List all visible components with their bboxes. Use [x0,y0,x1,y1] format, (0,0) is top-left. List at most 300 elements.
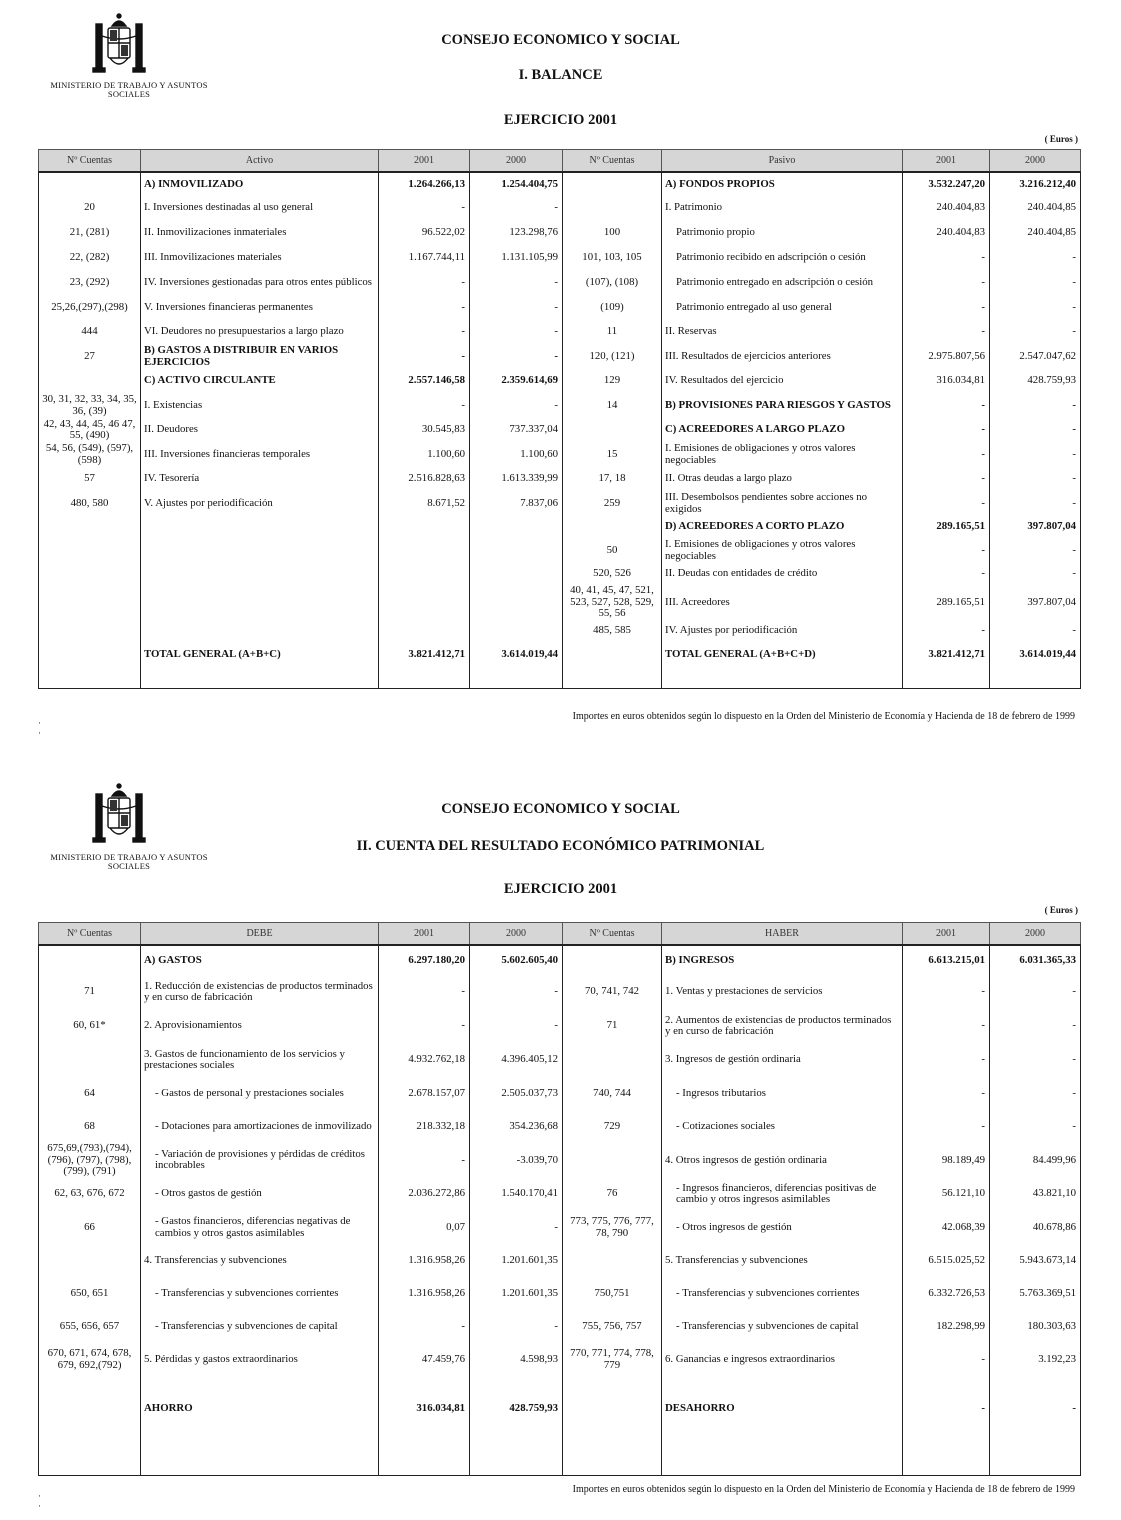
col-header: 2000 [470,150,563,173]
table-row [39,220,1081,245]
value-2001-cell: 2.516.828,63 [379,467,470,491]
value-2001-cell: 6.515.025,52 [903,1245,990,1277]
label-cell [141,516,379,538]
account-cell: 520, 526 [563,563,662,585]
account-cell: 68 [39,1110,141,1143]
value-2001-cell: 289.165,51 [903,516,990,538]
value-2001-cell: - [903,245,990,270]
account-cell: 30, 31, 32, 33, 34, 35, 36, (39) [39,393,141,418]
value-2001-cell: 316.034,81 [903,369,990,393]
label-cell: - Gastos de personal y prestaciones sociales [141,1077,379,1110]
col-header: 2000 [990,923,1081,946]
value-2001-cell: - [903,563,990,585]
value-2000-cell: 737.337,04 [470,418,563,442]
label-cell: - Ingresos tributarios [662,1077,903,1110]
account-cell: 675,69,(793),(794), (796), (797), (798), (799), (791) [39,1143,141,1178]
value-2001-cell: - [379,975,470,1009]
value-2000-cell: - [990,442,1081,467]
label-cell: VI. Deudores no presupuestarios a largo plazo [141,320,379,344]
label-cell: IV. Ajustes por periodificación [662,620,903,642]
value-2001-cell: - [903,975,990,1009]
label-cell: TOTAL GENERAL (A+B+C) [141,642,379,669]
institution-title: CONSEJO ECONOMICO Y SOCIAL [441,32,680,48]
value-2000-cell: - [990,538,1081,563]
label-cell: V. Ajustes por periodificación [141,491,379,516]
label-cell: Patrimonio recibido en adscripción o cesión [662,245,903,270]
table-row [39,196,1081,220]
table-row [39,669,1081,689]
value-2000-cell: - [470,1009,563,1043]
value-2001-cell: 98.189,49 [903,1143,990,1178]
account-cell: 655, 656, 657 [39,1311,141,1343]
account-cell: 27 [39,344,141,369]
value-2001-cell: 240.404,83 [903,196,990,220]
col-header: Pasivo [662,150,903,173]
label-cell: 6. Ganancias e ingresos extraordinarios [662,1343,903,1377]
value-2001-cell: 3.821.412,71 [903,642,990,669]
value-2000-cell: 7.837,06 [470,491,563,516]
value-2001-cell: 42.068,39 [903,1211,990,1245]
account-cell [563,1043,662,1077]
account-cell [563,516,662,538]
value-2000-cell [470,585,563,620]
label-cell: Patrimonio propio [662,220,903,245]
table-row [39,1311,1081,1343]
account-cell [39,1245,141,1277]
label-cell [141,563,379,585]
label-cell [662,669,903,689]
value-2000-cell: - [990,295,1081,320]
resultado-table [38,922,1081,1476]
account-cell: 740, 744 [563,1077,662,1110]
account-cell: 670, 671, 674, 678, 679, 692,(792) [39,1343,141,1377]
account-cell: 750,751 [563,1277,662,1311]
value-2000-cell [470,669,563,689]
label-cell: DESAHORRO [662,1377,903,1442]
value-2000-cell [470,1442,563,1476]
account-cell [39,516,141,538]
value-2000-cell: - [470,320,563,344]
account-cell [563,642,662,669]
account-cell: 129 [563,369,662,393]
value-2001-cell: - [379,344,470,369]
value-2001-cell: 1.316.958,26 [379,1277,470,1311]
value-2001-cell: 2.678.157,07 [379,1077,470,1110]
label-cell: I. Emisiones de obligaciones y otros valores negociables [662,442,903,467]
label-cell: I. Inversiones destinadas al uso general [141,196,379,220]
label-cell: C) ACTIVO CIRCULANTE [141,369,379,393]
value-2000-cell: 2.547.047,62 [990,344,1081,369]
label-cell: - Ingresos financieros, diferencias positivas de cambio y otros ingresos asimilables [662,1178,903,1211]
label-cell: II. Inmovilizaciones inmateriales [141,220,379,245]
margin-mark: · · [38,718,41,738]
account-cell: 42, 43, 44, 45, 46 47, 55, (490) [39,418,141,442]
exercise-label: EJERCICIO 2001 [503,112,618,128]
value-2000-cell [990,1442,1081,1476]
account-cell: 40, 41, 45, 47, 521, 523, 527, 528, 529, 55, 56 [563,585,662,620]
value-2000-cell [470,563,563,585]
value-2001-cell: - [903,538,990,563]
label-cell: 5. Transferencias y subvenciones [662,1245,903,1277]
value-2000-cell: 5.943.673,14 [990,1245,1081,1277]
account-cell: (109) [563,295,662,320]
value-2001-cell [903,1442,990,1476]
account-cell [39,563,141,585]
value-2000-cell [470,538,563,563]
label-cell: A) FONDOS PROPIOS [662,172,903,196]
value-2000-cell: -3.039,70 [470,1143,563,1178]
value-2000-cell: - [990,467,1081,491]
account-cell [39,1442,141,1476]
account-cell [563,172,662,196]
label-cell: IV. Inversiones gestionadas para otros entes públicos [141,270,379,295]
value-2000-cell: 1.613.339,99 [470,467,563,491]
value-2000-cell: - [990,393,1081,418]
label-cell: B) GASTOS A DISTRIBUIR EN VARIOS EJERCICIOS [141,344,379,369]
account-cell: (107), (108) [563,270,662,295]
account-cell: 71 [563,1009,662,1043]
value-2000-cell: 1.131.105,99 [470,245,563,270]
value-2000-cell: - [470,393,563,418]
label-cell: AHORRO [141,1377,379,1442]
col-header: 2001 [379,923,470,946]
label-cell: - Cotizaciones sociales [662,1110,903,1143]
value-2001-cell: 6.613.215,01 [903,945,990,975]
value-2000-cell: 3.614.019,44 [990,642,1081,669]
account-cell: 480, 580 [39,491,141,516]
account-cell [563,1245,662,1277]
value-2000-cell: - [990,563,1081,585]
value-2000-cell: - [990,1110,1081,1143]
value-2001-cell: 316.034,81 [379,1377,470,1442]
table-row [39,344,1081,369]
table-row [39,245,1081,270]
account-cell: 120, (121) [563,344,662,369]
value-2000-cell: 240.404,85 [990,196,1081,220]
account-cell [39,669,141,689]
value-2000-cell [470,620,563,642]
table-row [39,1110,1081,1143]
label-cell: 5. Pérdidas y gastos extraordinarios [141,1343,379,1377]
value-2000-cell: - [470,1311,563,1343]
label-cell [141,585,379,620]
table-row [39,1277,1081,1311]
label-cell [141,620,379,642]
value-2001-cell: 4.932.762,18 [379,1043,470,1077]
label-cell: III. Acreedores [662,585,903,620]
value-2000-cell: - [990,320,1081,344]
table-row [39,1178,1081,1211]
label-cell: IV. Tesorería [141,467,379,491]
table-row [39,320,1081,344]
value-2001-cell: 2.975.807,56 [903,344,990,369]
resultado-footnote: Importes en euros obtenidos según lo dispuesto en la Orden del Ministerio de Economía y Hacienda de 18 de febrero de 1999 [572,1484,1075,1495]
account-cell: 64 [39,1077,141,1110]
value-2001-cell: - [903,1377,990,1442]
value-2000-cell: - [990,245,1081,270]
label-cell: I. Existencias [141,393,379,418]
label-cell: A) INMOVILIZADO [141,172,379,196]
exercise-label: EJERCICIO 2001 [503,881,618,897]
value-2000-cell: - [990,620,1081,642]
value-2001-cell [379,669,470,689]
table-row [39,642,1081,669]
table-row [39,538,1081,563]
col-header: 2001 [379,150,470,173]
ministry-name: MINISTERIO DE TRABAJO Y ASUNTOS SOCIALES [50,80,208,99]
value-2000-cell: 428.759,93 [470,1377,563,1442]
label-cell [141,1442,379,1476]
value-2001-cell: - [903,270,990,295]
account-cell: 100 [563,220,662,245]
account-cell: 66 [39,1211,141,1245]
value-2001-cell: 2.557.146,58 [379,369,470,393]
value-2000-cell: 1.254.404,75 [470,172,563,196]
account-cell [39,620,141,642]
value-2001-cell: 1.316.958,26 [379,1245,470,1277]
account-cell: 650, 651 [39,1277,141,1311]
institution-title: CONSEJO ECONOMICO Y SOCIAL [441,801,680,817]
value-2000-cell: 1.201.601,35 [470,1277,563,1311]
value-2001-cell: 30.545,83 [379,418,470,442]
value-2000-cell: - [470,270,563,295]
label-cell: - Otros ingresos de gestión [662,1211,903,1245]
label-cell: 2. Aprovisionamientos [141,1009,379,1043]
value-2001-cell: 96.522,02 [379,220,470,245]
col-header: Nº Cuentas [39,923,141,946]
value-2001-cell: 8.671,52 [379,491,470,516]
table-row [39,1245,1081,1277]
account-cell: 21, (281) [39,220,141,245]
label-cell: - Otros gastos de gestión [141,1178,379,1211]
account-cell [39,1043,141,1077]
value-2000-cell: 5.602.605,40 [470,945,563,975]
label-cell: C) ACREEDORES A LARGO PLAZO [662,418,903,442]
value-2000-cell [990,669,1081,689]
value-2001-cell: - [903,1110,990,1143]
label-cell: 1. Ventas y prestaciones de servicios [662,975,903,1009]
value-2000-cell: - [470,196,563,220]
label-cell: 2. Aumentos de existencias de productos terminados y en curso de fabricación [662,1009,903,1043]
label-cell: 4. Otros ingresos de gestión ordinaria [662,1143,903,1178]
value-2001-cell: - [903,1343,990,1377]
value-2001-cell: - [379,196,470,220]
col-header: Nº Cuentas [563,150,662,173]
value-2000-cell: - [470,1211,563,1245]
value-2000-cell: - [990,1009,1081,1043]
account-cell: 22, (282) [39,245,141,270]
value-2000-cell: 3.614.019,44 [470,642,563,669]
value-2000-cell [470,516,563,538]
value-2001-cell: - [379,393,470,418]
label-cell: - Gastos financieros, diferencias negativas de cambios y otros gastos asimilables [141,1211,379,1245]
value-2001-cell: - [903,1009,990,1043]
value-2000-cell: 4.598,93 [470,1343,563,1377]
col-header: 2001 [903,923,990,946]
account-cell: 485, 585 [563,620,662,642]
account-cell: 101, 103, 105 [563,245,662,270]
account-cell [563,1442,662,1476]
value-2000-cell: - [990,491,1081,516]
account-cell [563,945,662,975]
value-2001-cell: - [379,320,470,344]
table-row [39,442,1081,467]
table-row [39,516,1081,538]
table-row [39,620,1081,642]
account-cell [39,642,141,669]
account-cell: 444 [39,320,141,344]
value-2001-cell [379,620,470,642]
account-cell: 259 [563,491,662,516]
table-row [39,467,1081,491]
account-cell: 729 [563,1110,662,1143]
label-cell: Patrimonio entregado en adscripción o cesión [662,270,903,295]
label-cell: III. Inmovilizaciones materiales [141,245,379,270]
value-2001-cell [379,538,470,563]
value-2001-cell: 1.100,60 [379,442,470,467]
value-2000-cell: 1.540.170,41 [470,1178,563,1211]
value-2000-cell: - [990,1077,1081,1110]
account-cell: 20 [39,196,141,220]
value-2001-cell [903,669,990,689]
balance-table [38,149,1081,689]
value-2000-cell: - [990,975,1081,1009]
label-cell: II. Reservas [662,320,903,344]
balance-header-row [39,150,1081,173]
account-cell [39,585,141,620]
label-cell [662,1442,903,1476]
value-2001-cell [379,1442,470,1476]
value-2000-cell: 5.763.369,51 [990,1277,1081,1311]
table-row [39,563,1081,585]
value-2000-cell: 1.100,60 [470,442,563,467]
label-cell [141,669,379,689]
value-2001-cell: 56.121,10 [903,1178,990,1211]
value-2000-cell: 84.499,96 [990,1143,1081,1178]
value-2000-cell: - [470,344,563,369]
value-2000-cell: 6.031.365,33 [990,945,1081,975]
label-cell: I. Emisiones de obligaciones y otros valores negociables [662,538,903,563]
value-2001-cell [379,563,470,585]
label-cell: II. Deudas con entidades de crédito [662,563,903,585]
account-cell [563,1143,662,1178]
account-cell [563,1377,662,1442]
value-2001-cell: - [903,620,990,642]
label-cell: - Transferencias y subvenciones de capital [662,1311,903,1343]
value-2000-cell: 1.201.601,35 [470,1245,563,1277]
col-header: Nº Cuentas [39,150,141,173]
value-2000-cell: 40.678,86 [990,1211,1081,1245]
account-cell: 11 [563,320,662,344]
value-2000-cell: - [990,1377,1081,1442]
label-cell: III. Resultados de ejercicios anteriores [662,344,903,369]
value-2001-cell: - [379,295,470,320]
value-2001-cell: - [903,491,990,516]
account-cell [39,538,141,563]
value-2001-cell: - [903,442,990,467]
value-2000-cell: 397.807,04 [990,516,1081,538]
table-row [39,1377,1081,1442]
col-header: DEBE [141,923,379,946]
table-row [39,1211,1081,1245]
label-cell: III. Inversiones financieras temporales [141,442,379,467]
table-row [39,491,1081,516]
account-cell: 15 [563,442,662,467]
value-2000-cell: 428.759,93 [990,369,1081,393]
value-2001-cell: - [379,1009,470,1043]
table-row [39,418,1081,442]
value-2000-cell: - [990,1043,1081,1077]
resultado-title: II. CUENTA DEL RESULTADO ECONÓMICO PATRIMONIAL [356,838,765,854]
value-2001-cell: - [903,467,990,491]
value-2001-cell: - [903,418,990,442]
label-cell: D) ACREEDORES A CORTO PLAZO [662,516,903,538]
value-2000-cell: 2.359.614,69 [470,369,563,393]
value-2000-cell: - [990,270,1081,295]
value-2001-cell: 240.404,83 [903,220,990,245]
value-2001-cell: - [903,393,990,418]
value-2001-cell [379,516,470,538]
margin-mark: · · [38,1491,41,1511]
account-cell: 76 [563,1178,662,1211]
account-cell: 25,26,(297),(298) [39,295,141,320]
col-header: 2000 [470,923,563,946]
value-2001-cell: 6.297.180,20 [379,945,470,975]
value-2000-cell: - [470,975,563,1009]
value-2001-cell: - [379,1311,470,1343]
table-row [39,585,1081,620]
value-2000-cell: 3.216.212,40 [990,172,1081,196]
value-2001-cell: 218.332,18 [379,1110,470,1143]
table-row [39,172,1081,196]
value-2001-cell: 289.165,51 [903,585,990,620]
table-row [39,1143,1081,1178]
value-2000-cell: - [990,418,1081,442]
table-row [39,1442,1081,1476]
col-header: HABER [662,923,903,946]
label-cell: III. Desembolsos pendientes sobre acciones no exigidos [662,491,903,516]
value-2001-cell: 47.459,76 [379,1343,470,1377]
value-2001-cell: 1.167.744,11 [379,245,470,270]
label-cell: TOTAL GENERAL (A+B+C+D) [662,642,903,669]
account-cell [563,669,662,689]
label-cell: I. Patrimonio [662,196,903,220]
account-cell: 14 [563,393,662,418]
value-2000-cell: 240.404,85 [990,220,1081,245]
account-cell [39,945,141,975]
value-2000-cell: 180.303,63 [990,1311,1081,1343]
table-row [39,1009,1081,1043]
table-row [39,1343,1081,1377]
value-2001-cell: - [903,1077,990,1110]
label-cell [141,538,379,563]
label-cell: A) GASTOS [141,945,379,975]
label-cell: - Transferencias y subvenciones de capital [141,1311,379,1343]
label-cell: 4. Transferencias y subvenciones [141,1245,379,1277]
account-cell [563,196,662,220]
account-cell: 57 [39,467,141,491]
value-2000-cell: 397.807,04 [990,585,1081,620]
account-cell: 770, 771, 774, 778, 779 [563,1343,662,1377]
account-cell: 50 [563,538,662,563]
account-cell: 773, 775, 776, 777, 78, 790 [563,1211,662,1245]
value-2000-cell: 3.192,23 [990,1343,1081,1377]
value-2001-cell [379,585,470,620]
label-cell: IV. Resultados del ejercicio [662,369,903,393]
value-2001-cell: - [903,320,990,344]
label-cell: 1. Reducción de existencias de productos terminados y en curso de fabricación [141,975,379,1009]
value-2001-cell: 2.036.272,86 [379,1178,470,1211]
